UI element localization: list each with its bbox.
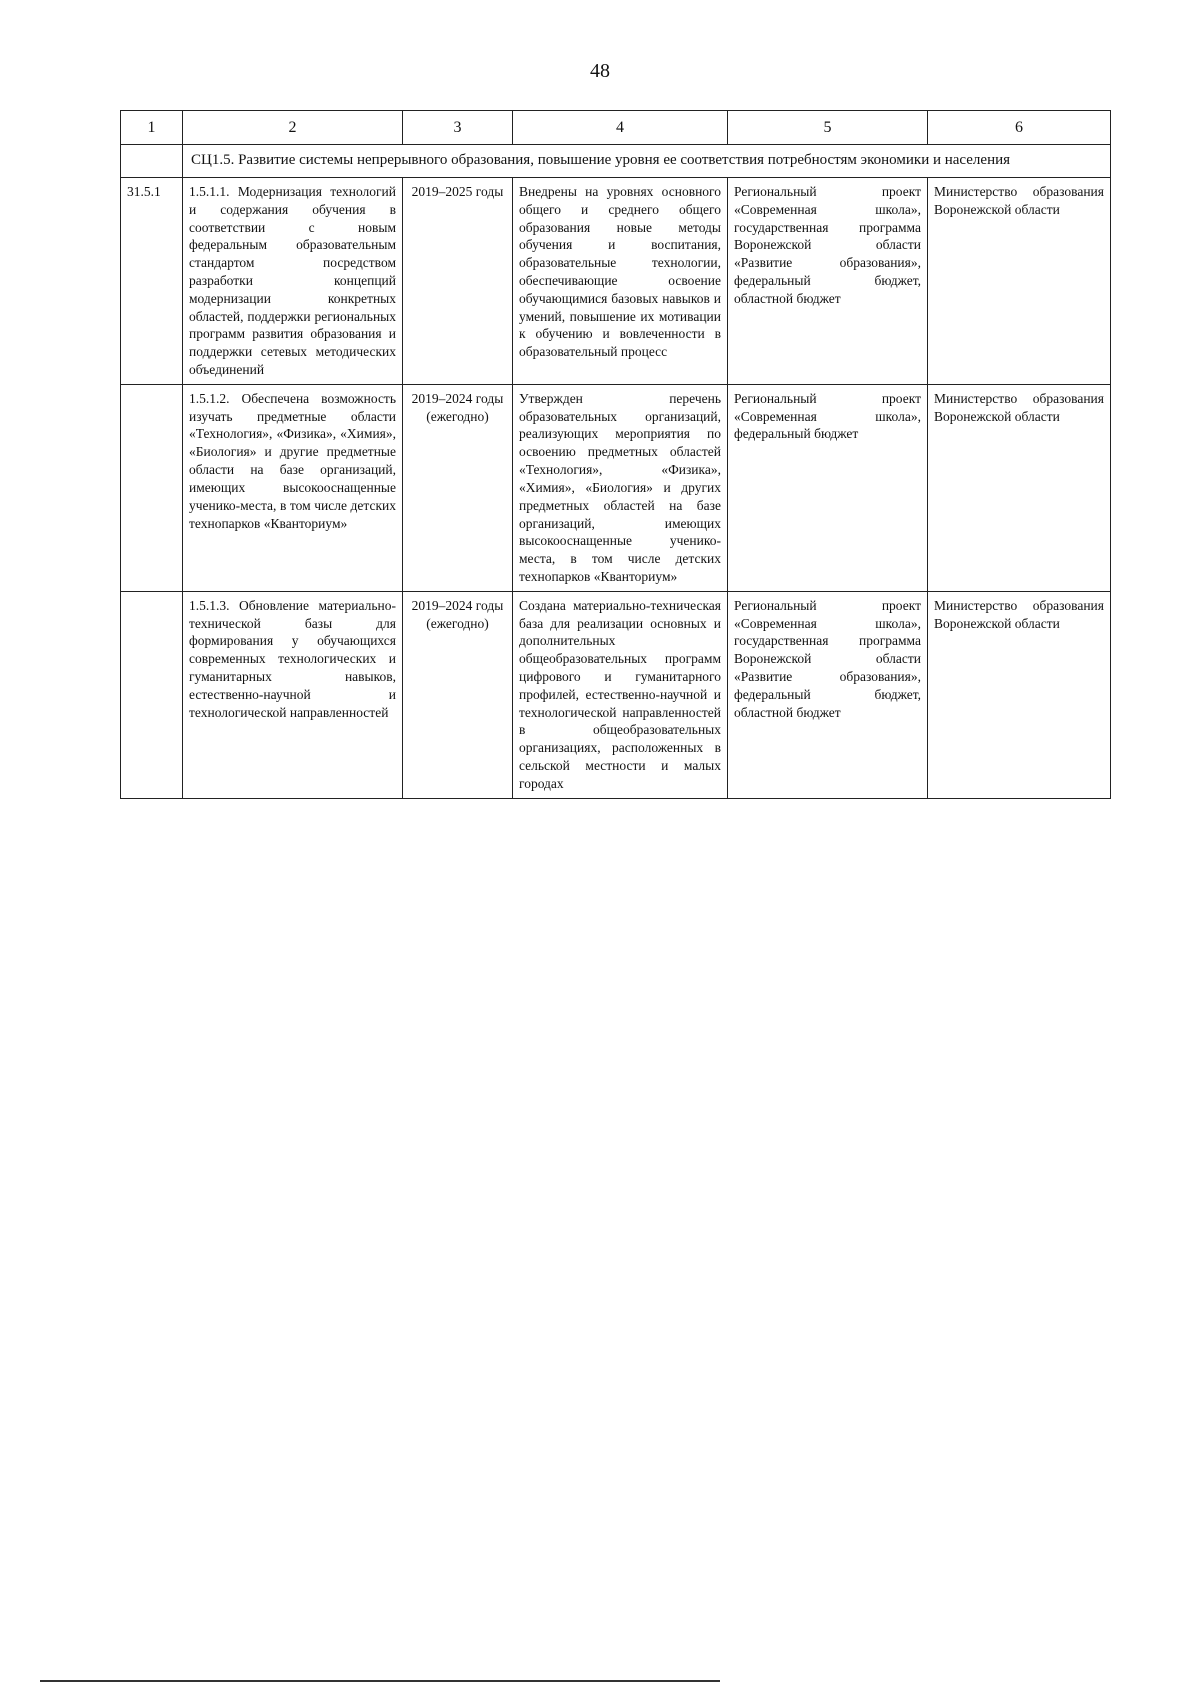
row-number (121, 591, 183, 798)
result-cell: Создана материально-техническая база для реализации основных и дополнительных общеобразовательных программ цифрового и гуманитарного профилей, естественно-научной и технологической направленностей в общеобразовательных организациях, расположенных в сельской местности и малых городах (513, 591, 728, 798)
source-cell: Региональный проект «Современная школа», государственная программа Воронежской области «Развитие образования», федеральный бюджет, областной бюджет (728, 177, 928, 384)
document-table-container (120, 110, 1110, 799)
result-cell: Утвержден перечень образовательных организаций, реализующих мероприятия по освоению предметных областей «Технология», «Физика», «Химия», «Биология» и других предметных областей на базе организаций, имеющих высокооснащенные ученико-места, в том числе детских технопарков «Кванториум» (513, 384, 728, 591)
measures-table (120, 110, 1111, 799)
result-cell: Внедрены на уровнях основного общего и среднего общего образования новые методы обучения и воспитания, образовательные технологии, обеспечивающие освоение обучающимися базовых навыков и умений, повышение их мотивации к обучению и вовлеченности в образовательный процесс (513, 177, 728, 384)
header-row (121, 111, 1111, 145)
bottom-divider (40, 1680, 720, 1682)
source-cell: Региональный проект «Современная школа», федеральный бюджет (728, 384, 928, 591)
table-row (121, 591, 1111, 798)
section-row (121, 145, 1111, 178)
column-header-5: 5 (728, 111, 928, 145)
period-cell: 2019–2024 годы (ежегодно) (403, 384, 513, 591)
task-cell: 1.5.1.3. Обновление материально-технической базы для формирования у обучающихся современных технологических и гуманитарных навыков, естественно-научной и технологической направленностей (183, 591, 403, 798)
column-header-4: 4 (513, 111, 728, 145)
column-header-2: 2 (183, 111, 403, 145)
section-title: СЦ1.5. Развитие системы непрерывного образования, повышение уровня ее соответствия потребностям экономики и населения (183, 145, 1111, 178)
task-cell: 1.5.1.2. Обеспечена возможность изучать предметные области «Технология», «Физика», «Химия», «Биология» и другие предметные области на базе организаций, имеющих высокооснащенные ученико-места, в том числе детских технопарков «Кванториум» (183, 384, 403, 591)
column-header-6: 6 (928, 111, 1111, 145)
column-header-3: 3 (403, 111, 513, 145)
row-number: 31.5.1 (121, 177, 183, 384)
period-cell: 2019–2025 годы (403, 177, 513, 384)
column-header-1: 1 (121, 111, 183, 145)
page-number: 48 (590, 60, 610, 82)
executor-cell: Министерство образования Воронежской области (928, 384, 1111, 591)
period-cell: 2019–2024 годы (ежегодно) (403, 591, 513, 798)
executor-cell: Министерство образования Воронежской области (928, 177, 1111, 384)
table-row (121, 177, 1111, 384)
table-row (121, 384, 1111, 591)
executor-cell: Министерство образования Воронежской области (928, 591, 1111, 798)
source-cell: Региональный проект «Современная школа», государственная программа Воронежской области «Развитие образования», федеральный бюджет, областной бюджет (728, 591, 928, 798)
row-number (121, 384, 183, 591)
task-cell: 1.5.1.1. Модернизация технологий и содержания обучения в соответствии с новым федеральным образовательным стандартом посредством разработки концепций модернизации конкретных областей, поддержки региональных программ развития образования и поддержки сетевых методических объединений (183, 177, 403, 384)
